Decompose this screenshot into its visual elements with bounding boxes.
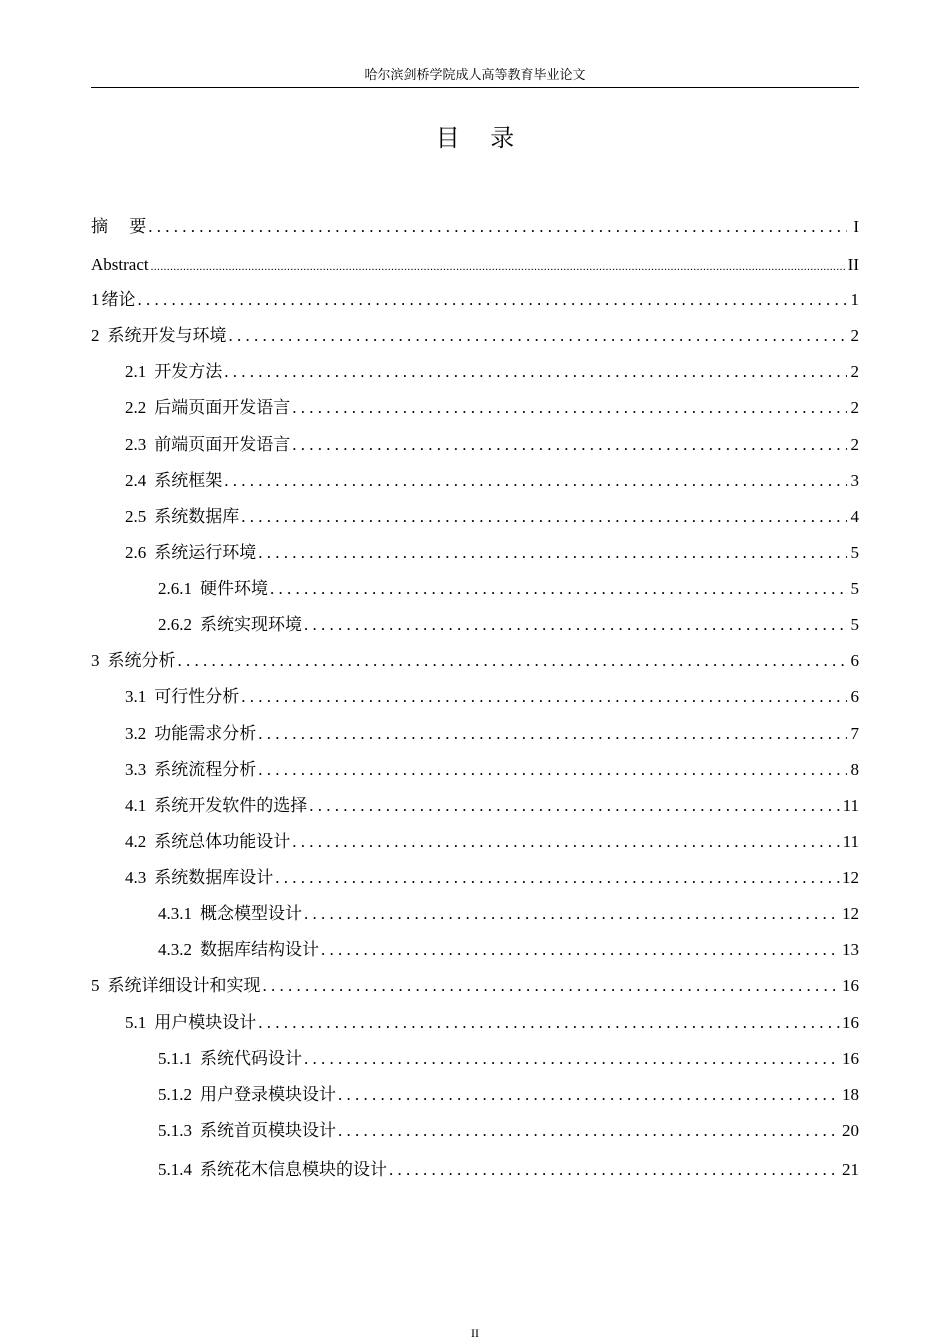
toc-entry-page: 4 <box>850 507 859 526</box>
toc-entry-page: 12 <box>842 868 859 887</box>
toc-entry-5-1[interactable] <box>125 1010 859 1036</box>
toc-entry-2-1[interactable] <box>125 359 859 385</box>
toc-entry-ch2[interactable] <box>91 323 859 349</box>
toc-entry-4-1[interactable] <box>125 793 859 819</box>
toc-entry-page: 11 <box>842 832 859 851</box>
toc-leader <box>389 1157 840 1183</box>
toc-leader <box>258 721 847 747</box>
toc-entry-number: 2.6 <box>125 543 147 562</box>
toc-entry-ch5[interactable] <box>91 973 859 999</box>
toc-entry-title: 系统详细设计和实现 <box>107 976 261 995</box>
toc-entry-title: 绪论 <box>101 290 136 309</box>
toc-entry-page: 7 <box>850 724 859 743</box>
toc-entry-ch3[interactable] <box>91 648 859 674</box>
toc-leader <box>275 865 840 891</box>
toc-entry-title: 后端页面开发语言 <box>154 398 291 417</box>
toc-entry-4-3-1[interactable] <box>158 901 859 927</box>
toc-entry-page: 6 <box>850 651 859 670</box>
toc-entry-number: 4.3.2 <box>158 940 192 959</box>
toc-leader <box>292 829 840 855</box>
toc-entry-5-1-1[interactable] <box>158 1046 859 1072</box>
toc-entry-title: Abstract <box>91 255 149 274</box>
toc-entry-3-2[interactable] <box>125 721 859 747</box>
toc-entry-title: 系统代码设计 <box>200 1049 302 1068</box>
toc-entry-2-6-2[interactable] <box>158 612 859 638</box>
running-header: 哈尔滨剑桥学院成人高等教育毕业论文 <box>364 67 586 82</box>
toc-entry-number: 4.3 <box>125 868 147 887</box>
toc-entry-page: 11 <box>842 796 859 815</box>
toc-entry-page: 16 <box>842 976 859 995</box>
toc-entry-2-6-1[interactable] <box>158 576 859 602</box>
toc-leader <box>229 323 848 349</box>
toc-entry-title: 系统运行环境 <box>154 543 257 562</box>
toc-entry-title: 系统总体功能设计 <box>154 832 291 851</box>
toc-entry-number: 5.1.4 <box>158 1160 192 1179</box>
toc-entry-number: 3.2 <box>125 724 147 743</box>
toc-entry-title: 系统实现环境 <box>200 615 302 634</box>
toc-entry-title: 摘 要 <box>91 217 147 236</box>
toc-entry-number: 2.4 <box>125 471 147 490</box>
toc-entry-number: 5.1.1 <box>158 1049 192 1068</box>
toc-leader <box>263 973 841 999</box>
toc-entry-3-3[interactable] <box>125 757 859 783</box>
toc-entry-ch1[interactable] <box>91 287 859 313</box>
toc-entry-page: 20 <box>842 1121 859 1140</box>
toc-entry-title: 硬件环境 <box>200 579 268 598</box>
toc-leader <box>178 648 848 674</box>
toc-entry-title: 系统数据库设计 <box>154 868 274 887</box>
toc-entry-number: 2.3 <box>125 435 147 454</box>
toc-entry-number: 2.5 <box>125 507 147 526</box>
toc-entry-number: 2 <box>91 326 100 345</box>
toc-leader <box>292 395 847 421</box>
toc-entry-page: 16 <box>842 1013 859 1032</box>
toc-entry-title: 用户模块设计 <box>154 1013 257 1032</box>
toc-entry-title: 系统开发与环境 <box>107 326 227 345</box>
toc-entry-title: 功能需求分析 <box>154 724 257 743</box>
toc-entry-number: 4.2 <box>125 832 147 851</box>
toc-entry-number: 2.1 <box>125 362 147 381</box>
toc-entry-5-1-4[interactable] <box>158 1157 859 1183</box>
toc-entry-number: 2.6.2 <box>158 615 192 634</box>
toc-entry-title: 可行性分析 <box>154 687 240 706</box>
toc-leader <box>138 287 848 313</box>
toc-entry-2-2[interactable] <box>125 395 859 421</box>
toc-leader <box>258 757 847 783</box>
toc-entry-page: 5 <box>850 615 859 634</box>
toc-entry-abstract-cn[interactable] <box>91 214 859 240</box>
toc-leader <box>258 540 847 566</box>
toc-entry-page: 16 <box>842 1049 859 1068</box>
toc-leader <box>270 576 847 602</box>
header-rule <box>91 87 859 88</box>
toc-leader <box>321 937 840 963</box>
toc-entry-2-3[interactable] <box>125 432 859 458</box>
toc-entry-number: 3 <box>91 651 100 670</box>
toc-entry-page: 1 <box>850 290 859 309</box>
toc-entry-3-1[interactable] <box>125 684 859 710</box>
toc-entry-number: 5.1 <box>125 1013 147 1032</box>
toc-leader <box>258 1010 840 1036</box>
toc-leader <box>304 612 847 638</box>
toc-entry-page: 12 <box>842 904 859 923</box>
toc-entry-number: 1 <box>91 290 100 309</box>
page-title: 目 录 <box>435 124 515 152</box>
toc-entry-page: 2 <box>850 362 859 381</box>
toc-entry-page: 2 <box>850 435 859 454</box>
toc-entry-title: 数据库结构设计 <box>200 940 319 959</box>
toc-entry-number: 4.3.1 <box>158 904 192 923</box>
toc-entry-title: 系统开发软件的选择 <box>154 796 308 815</box>
toc-leader <box>224 468 847 494</box>
toc-entry-page: 6 <box>850 687 859 706</box>
toc-leader <box>338 1082 840 1108</box>
toc-entry-5-1-3[interactable] <box>158 1118 859 1144</box>
toc-entry-4-3[interactable] <box>125 865 859 891</box>
toc-entry-5-1-2[interactable] <box>158 1082 859 1108</box>
toc-entry-page: 13 <box>842 940 859 959</box>
toc-leader <box>292 432 847 458</box>
toc-entry-4-3-2[interactable] <box>158 937 859 963</box>
toc-leader <box>224 359 847 385</box>
toc-entry-2-4[interactable] <box>125 468 859 494</box>
toc-entry-title: 系统流程分析 <box>154 760 257 779</box>
toc-entry-title: 系统框架 <box>154 471 223 490</box>
toc-entry-title: 开发方法 <box>154 362 223 381</box>
toc-leader <box>148 214 847 240</box>
toc-entry-page: 5 <box>850 579 859 598</box>
toc-entry-page: 8 <box>850 760 859 779</box>
toc-entry-number: 5 <box>91 976 100 995</box>
toc-entry-number: 5.1.2 <box>158 1085 192 1104</box>
toc-leader <box>338 1118 840 1144</box>
toc-leader <box>304 1046 840 1072</box>
toc-entry-2-5[interactable] <box>125 504 859 530</box>
toc-entry-page: 18 <box>842 1085 859 1104</box>
toc-entry-number: 2.2 <box>125 398 147 417</box>
toc-leader <box>241 684 847 710</box>
toc-entry-page: 2 <box>850 398 859 417</box>
toc-entry-2-6[interactable] <box>125 540 859 566</box>
toc-leader <box>151 252 846 280</box>
toc-entry-number: 3.1 <box>125 687 147 706</box>
toc-entry-title: 前端页面开发语言 <box>154 435 291 454</box>
toc-entry-number: 5.1.3 <box>158 1121 192 1140</box>
toc-entry-number: 4.1 <box>125 796 147 815</box>
page-number: II <box>471 1326 479 1340</box>
toc-entry-title: 概念模型设计 <box>200 904 302 923</box>
toc-leader <box>304 901 840 927</box>
toc-entry-title: 系统数据库 <box>154 507 240 526</box>
toc-entry-number: 2.6.1 <box>158 579 192 598</box>
toc-entry-page: 2 <box>850 326 859 345</box>
toc-entry-title: 用户登录模块设计 <box>200 1085 336 1104</box>
toc-entry-abstract-en[interactable] <box>91 252 859 278</box>
toc-entry-title: 系统首页模块设计 <box>200 1121 336 1140</box>
toc-entry-page: II <box>847 255 859 274</box>
toc-entry-title: 系统花木信息模块的设计 <box>200 1160 387 1179</box>
toc-leader <box>309 793 840 819</box>
toc-leader <box>241 504 847 530</box>
toc-entry-page: 3 <box>850 471 859 490</box>
toc-entry-title: 系统分析 <box>107 651 176 670</box>
toc-entry-page: 21 <box>842 1160 859 1179</box>
toc-entry-page: 5 <box>850 543 859 562</box>
toc-entry-4-2[interactable] <box>125 829 859 855</box>
toc-entry-number: 3.3 <box>125 760 147 779</box>
toc-entry-page: I <box>853 217 859 236</box>
